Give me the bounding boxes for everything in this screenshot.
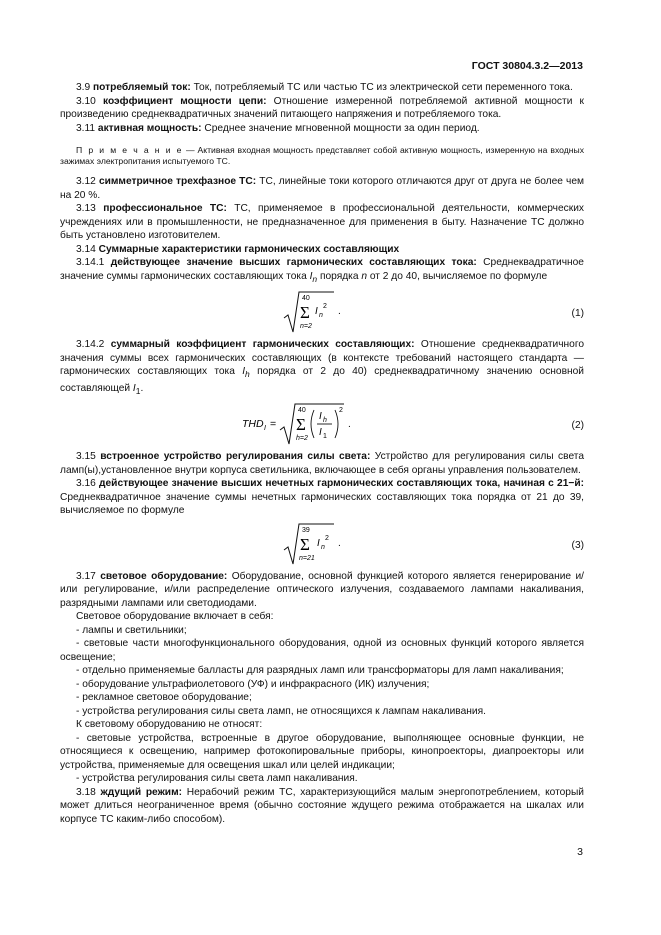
document-body bbox=[60, 81, 584, 826]
document-header: ГОСТ 30804.3.2—2013 bbox=[471, 60, 583, 72]
clause-3-13: 3.13 профессиональное ТС: ТС, применяемое в профессиональной деятельности, коммерческих учреждениях или в промышленности, не предназначенное для применения в быту. Назначение ТС должно быть установлено изготовителем. bbox=[60, 203, 584, 241]
numerator-subscript: h bbox=[323, 417, 327, 425]
excludes-intro: К световому оборудованию не относят: bbox=[76, 719, 263, 731]
numerator-variable: I bbox=[319, 411, 322, 423]
variable-subscript: n bbox=[319, 312, 323, 320]
includes-intro: Световое оборудование включает в себя: bbox=[76, 611, 274, 623]
sigma-sign: Σ bbox=[296, 415, 306, 435]
formula-2-graphic bbox=[240, 402, 390, 446]
formula-2 bbox=[60, 402, 584, 446]
list-item: - устройства регулирования силы света ламп накаливания. bbox=[76, 773, 358, 785]
clause-3-16: 3.16 действующее значение высших нечетных гармонических составляющих тока, начиная с 21−й: Среднеквадратичное значение суммы нечетных гармонических составляющих тока порядка от 21 до 39, вычисляемое по формуле bbox=[60, 478, 584, 517]
sum-lower-limit: h=2 bbox=[296, 435, 308, 443]
sum-upper-limit: 40 bbox=[298, 407, 306, 415]
denominator-variable: I bbox=[319, 427, 322, 439]
clause-3-11: 3.11 активная мощность: Среднее значение мгновенной мощности за один период. bbox=[76, 122, 480, 134]
section-title: Суммарные характеристики гармонических составляющих bbox=[98, 243, 400, 255]
list-item: - устройства регулирования силы света ламп, не относящихся к лампам накаливания. bbox=[76, 705, 486, 717]
list-item: - лампы и светильники; bbox=[76, 624, 187, 636]
list-item: - оборудование ультрафиолетового (УФ) и инфракрасного (ИК) излучения; bbox=[76, 678, 430, 690]
sum-upper-limit: 39 bbox=[302, 526, 310, 534]
note: П р и м е ч а н и е — Активная входная мощность представляет собой активную мощность, измеренную на входных зажимах электропитания испытуемого ТС. bbox=[60, 145, 584, 166]
variable: I bbox=[317, 537, 320, 549]
thd-symbol: THD bbox=[242, 418, 264, 431]
clause-3-12: 3.12 симметричное трехфазное ТС: ТС, линейные токи которого отличаются друг от друга не более чем на 20 %. bbox=[60, 176, 584, 201]
sum-lower-limit: n=21 bbox=[299, 554, 315, 562]
formula-2-number: (2) bbox=[571, 420, 584, 432]
term: ждущий режим: bbox=[100, 786, 183, 798]
list-item: - рекламное световое оборудование; bbox=[76, 692, 252, 704]
denominator-subscript: 1 bbox=[323, 433, 327, 441]
exponent: 2 bbox=[325, 534, 329, 542]
clause-3-17: 3.17 световое оборудование: Оборудование, основной функцией которого является генерирование и/или регулирование, и/или распределение оптического излучения, создаваемого лампами накаливания, разрядными лампами или светодиодами. bbox=[60, 570, 584, 609]
thd-subscript: I bbox=[264, 425, 266, 433]
equals-sign: = bbox=[270, 418, 277, 431]
formula-dot: . bbox=[338, 537, 341, 549]
exponent: 2 bbox=[339, 407, 343, 415]
list-item: - световые устройства, встроенные в другое оборудование, выполняющее основные функции, не относящиеся к освещению, например фотокопировальные приборы, кинопроекторы, диапроекторы или устройства, применяемые для освещения шкал или целей индикации; bbox=[60, 732, 584, 771]
term: коэффициент мощности цепи: bbox=[102, 95, 267, 107]
sum-upper-limit: 40 bbox=[302, 295, 310, 303]
formula-1 bbox=[60, 290, 584, 334]
variable-subscript: n bbox=[321, 543, 325, 551]
formula-1-graphic bbox=[282, 290, 382, 334]
clause-3-10: 3.10 коэффициент мощности цепи: Отношение измеренной потребляемой активной мощности к произведению среднеквадратичных значений питающего напряжения и потребляемого тока. bbox=[60, 95, 584, 120]
sigma-sign: Σ bbox=[300, 303, 310, 323]
sigma-sign: Σ bbox=[300, 534, 310, 554]
formula-dot: . bbox=[338, 306, 341, 318]
term: действующее значение высших гармонических составляющих тока: bbox=[110, 257, 477, 268]
variable: I bbox=[315, 306, 318, 318]
term: световое оборудование: bbox=[100, 570, 228, 582]
page-number: 3 bbox=[577, 846, 583, 858]
clause-3-14-2: 3.14.2 суммарный коэффициент гармонических составляющих: Отношение среднеквадратичного значения суммы всех гармонических составляющих (в контексте требований настоящего стандарта — гармонических составляющих тока $I_h$ порядка от 2 до 40) среднеквадратичному значению основной составляющей $I_1$. bbox=[60, 339, 584, 396]
clause-3-18: 3.18 ждущий режим: Нерабочий режим ТС, характеризующийся малым энергопотреблением, который может длиться неограниченное время (обычно состояние ждущего режима отображается на шкалах или корпусе ТС каким-либо способом). bbox=[60, 786, 584, 825]
sum-lower-limit: n=2 bbox=[300, 323, 312, 331]
term: суммарный коэффициент гармонических составляющих: bbox=[110, 339, 415, 351]
formula-1-number: (1) bbox=[571, 308, 584, 320]
term: действующее значение высших нечетных гармонических составляющих тока, начиная с 21−й: bbox=[99, 478, 584, 490]
clause-3-9: 3.9 потребляемый ток: Ток, потребляемый ТС или частью ТС из электрической сети переменного тока. bbox=[76, 82, 573, 93]
formula-3-number: (3) bbox=[571, 539, 584, 551]
formula-dot: . bbox=[348, 419, 351, 431]
term: встроенное устройство регулирования силы света: bbox=[100, 451, 371, 463]
note-label: П р и м е ч а н и е bbox=[76, 145, 184, 155]
clause-3-14: 3.14 Суммарные характеристики гармонических составляющих bbox=[76, 243, 400, 255]
term: активная мощность: bbox=[97, 122, 202, 134]
term: симметричное трехфазное ТС: bbox=[98, 176, 257, 187]
term: потребляемый ток: bbox=[93, 82, 191, 93]
formula-3 bbox=[60, 522, 584, 566]
term: профессиональное ТС: bbox=[103, 203, 227, 214]
clause-3-15: 3.15 встроенное устройство регулирования силы света: Устройство для регулирования силы света ламп(ы),установленное внутри корпуса светильника, включающее в себя органы управления пользователем. bbox=[60, 451, 584, 476]
formula-3-graphic bbox=[282, 522, 382, 566]
clause-3-14-1: 3.14.1 действующее значение высших гармонических составляющих тока: Среднеквадратичное значение суммы гармонических составляющих тока $I_n$ порядка n от 2 до 40, вычисляемое по формуле bbox=[60, 257, 584, 284]
exponent: 2 bbox=[323, 303, 327, 311]
list-item: - отдельно применяемые балласты для разрядных ламп или трансформаторы для ламп накаливания; bbox=[76, 665, 564, 677]
list-item: - световые части многофункционального оборудования, одной из основных функций которого является освещение; bbox=[60, 638, 584, 663]
